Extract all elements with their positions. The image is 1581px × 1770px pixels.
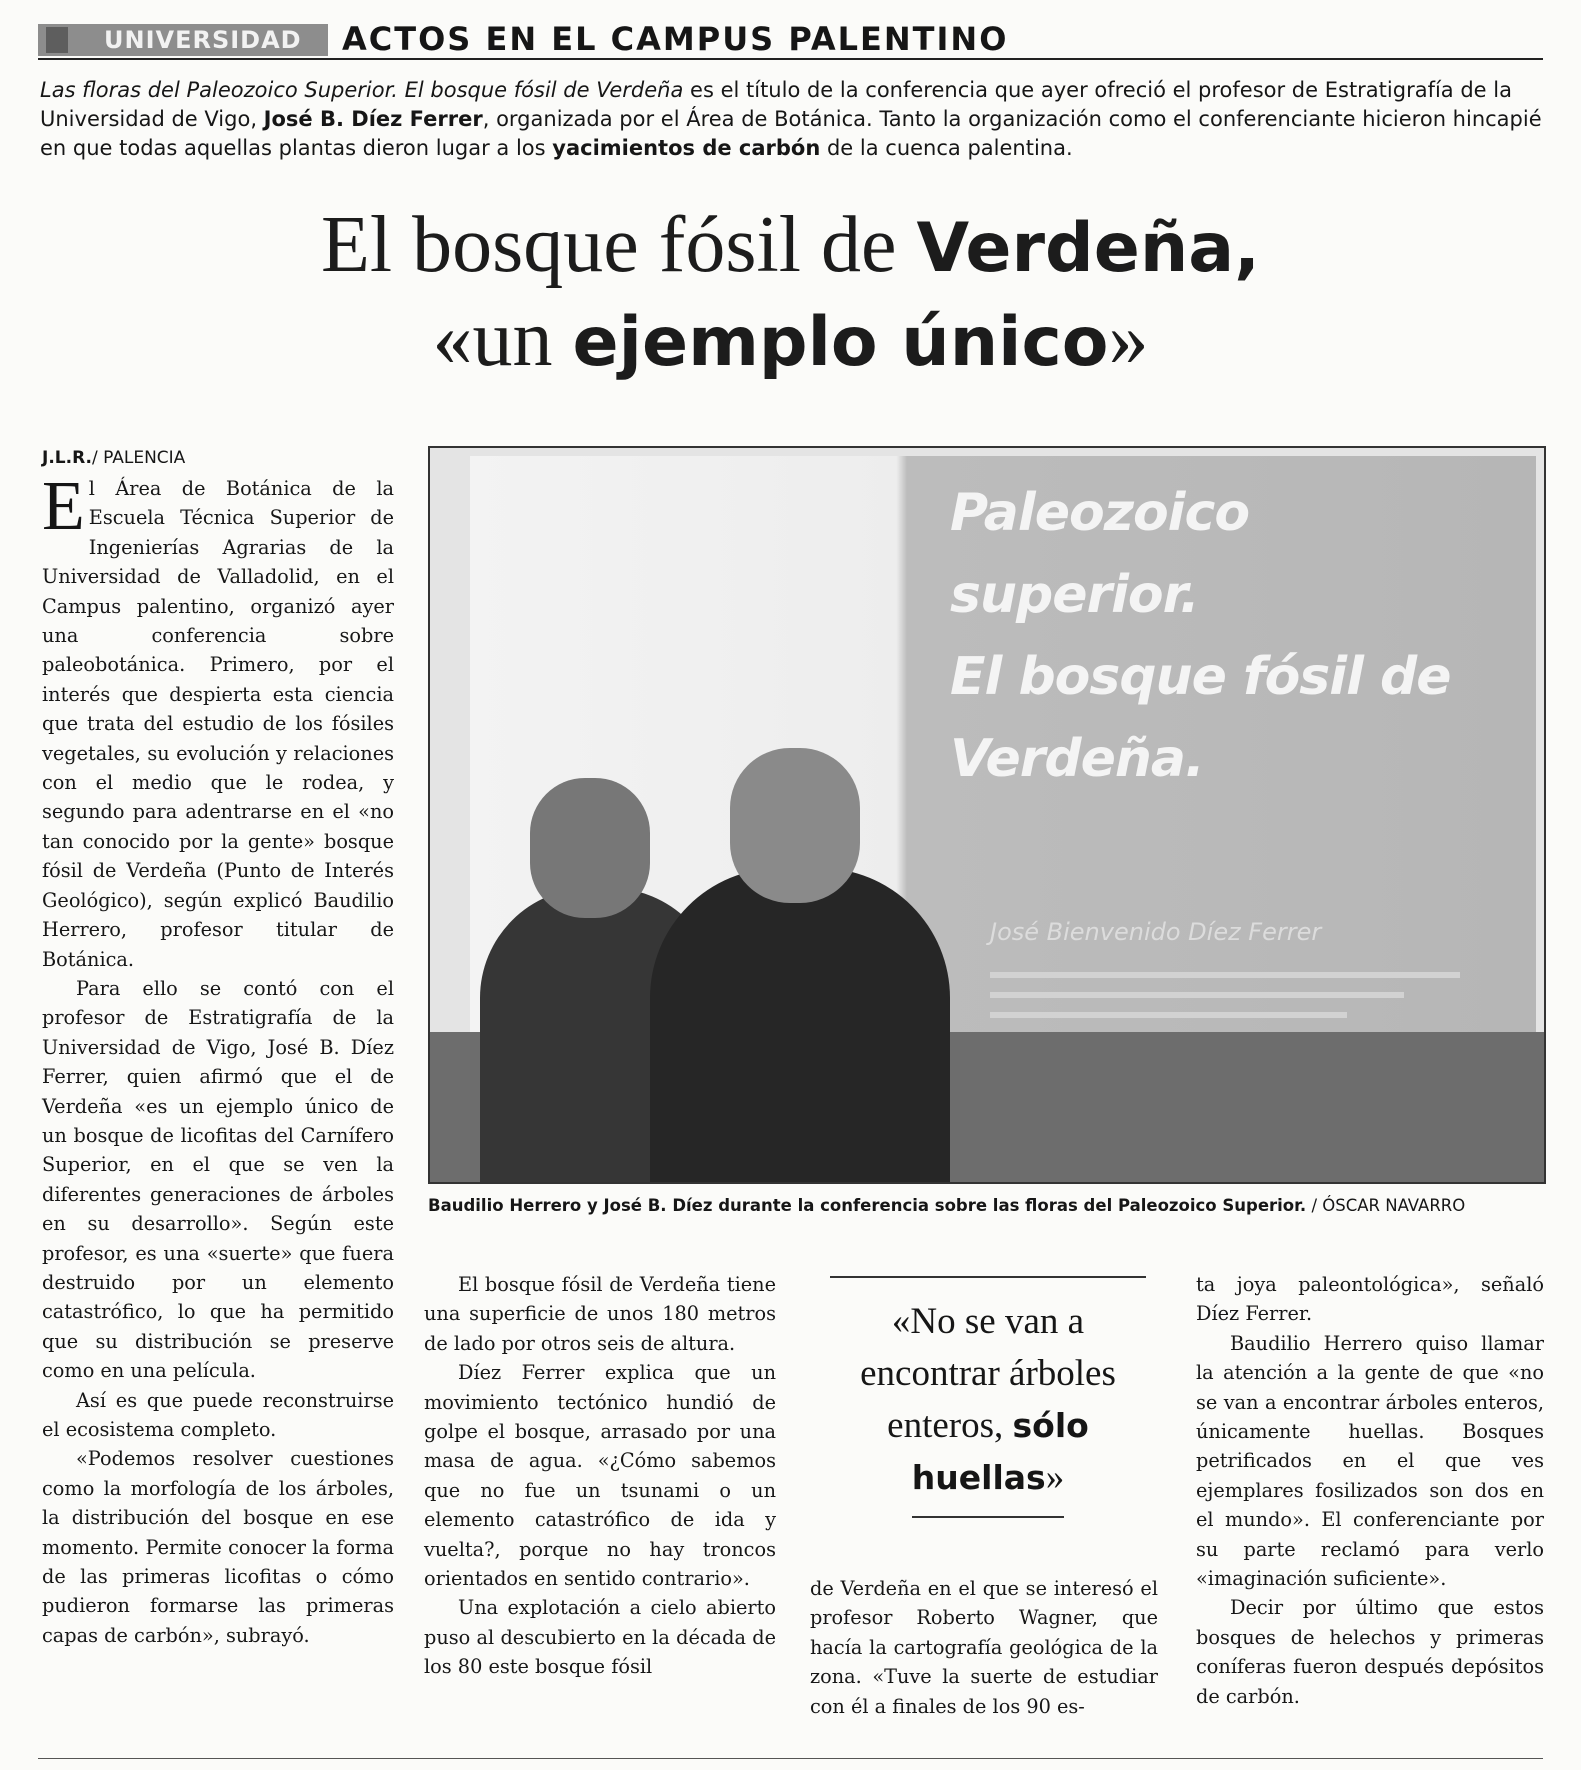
col2-paragraph-3: Una explotación a cielo abierto puso al descubierto en la década de los 80 este bosque fósil [424,1596,776,1679]
headline-l1-bold: Verdeña, [916,209,1260,288]
lede-bold-2: yacimientos de carbón [552,136,821,160]
slide-text-line [990,1012,1347,1018]
lede [40,76,1545,163]
lede-italic-title: Las floras del Paleozoico Superior. El bosque fósil de Verdeña [40,78,684,102]
slide-text-line [990,972,1460,978]
section-marker-icon [46,27,68,53]
pullquote [818,1296,1158,1504]
slide-line-2: superior. [950,565,1199,625]
byline-place: / PALENCIA [91,448,186,468]
slide-affiliation-lines [990,958,1460,1032]
pullquote-top-rule [830,1276,1146,1278]
col1-paragraph-1 [42,468,394,974]
headline-line-1 [0,200,1581,294]
col2-paragraph-2: Díez Ferrer explica que un movimiento tectónico hundió de golpe el bosque, arrasado por una masa de agua. «¿Cómo sabemos que no fue un tsunami o un elemento catastrófico de ida y vuelta?, porque no hay troncos orientados en sentido contrario». [424,1361,776,1591]
section-tab [38,24,328,56]
col4-paragraph-1: ta joya paleontológica», señaló Díez Ferrer. [1196,1273,1544,1326]
lede-text-1: es el título de la conferencia que ayer ofreció el profesor de Estratigrafía de la Universidad de Vigo, [40,78,1512,131]
col1-paragraph-2: Para ello se contó con el profesor de Estratigrafía de la Universidad de Vigo, José B. Díez Ferrer, quien afirmó que el de Verdeña «es un ejemplo único de un bosque de licofitas del Carnífero Superior, en el que se ven la diferentes generaciones de árboles en su desarrollo». Según este profesor, es una «suerte» que fuera destruido por un elemento catastrófico, lo que ha permitido que su distribución se preserve como en una película. [42,976,394,1383]
slide-line-4: Verdeña. [950,729,1204,789]
byline-author: J.L.R. [42,448,92,468]
col4-paragraph-2: Baudilio Herrero quiso llamar la atención a la gente de que «no se van a encontrar árboles enteros, únicamente huellas. Bosques petrificados en el que ves ejemplares fosilizados son dos en el mundo». El conferenciante por su parte reclamó para verlo «imaginación suficiente». [1196,1331,1544,1591]
person-left-head [530,778,650,918]
byline [42,448,185,468]
person-right-silhouette [650,868,950,1184]
col4-paragraph-3: Decir por último que estos bosques de helechos y primeras coníferas fueron después depósitos de carbón. [1196,1596,1544,1708]
article-column-2 [424,1270,776,1682]
slide-title [950,472,1510,800]
headline-l2-light: «un [432,295,573,383]
headline-l2-bold: ejemplo único [572,303,1109,382]
col2-paragraph-1: El bosque fósil de Verdeña tiene una superficie de unos 180 metros de lado por otros seis de altura. [424,1273,776,1355]
lede-text-3: de la cuenca palentina. [820,136,1073,160]
lede-bold-1: José B. Díez Ferrer [263,107,483,131]
pullquote-end: » [1045,1457,1065,1498]
pullquote-light: «No se van a encontrar árboles enteros, [860,1301,1116,1446]
section-label: UNIVERSIDAD [104,26,302,54]
headline-l2-end: » [1108,295,1149,383]
section-title: ACTOS EN EL CAMPUS PALENTINO [342,20,1009,58]
caption-text: Baudilio Herrero y José B. Díez durante la conferencia sobre las floras del Paleozoico Superior. [428,1196,1307,1215]
slide-line-1: Paleozoico [950,483,1250,543]
photo-caption [428,1196,1465,1215]
caption-credit: / ÓSCAR NAVARRO [1306,1196,1466,1215]
article-column-3 [810,1574,1158,1721]
slide-line-3: El bosque fósil de [950,647,1451,707]
slide-text-line [990,992,1404,998]
lede-text-2: , organizada por el Área de Botánica. Tanto la organización como el conferenciante hicieron hincapié en que todas aquellas plantas dieron lugar a los [40,107,1542,160]
col1-paragraph-3: Así es que puede reconstruirse el ecosistema completo. [42,1388,394,1441]
page-bottom-rule [38,1758,1543,1759]
section-header [38,18,1543,60]
headline [0,200,1581,388]
pullquote-bold: sólo huellas [911,1406,1089,1497]
conference-photo [428,446,1546,1184]
article-column-1 [42,468,394,1650]
col3-paragraph-1: de Verdeña en el que se interesó el profesor Roberto Wagner, que hacía la cartografía geológica de la zona. «Tuve la suerte de estudiar con él a finales de los 90 es- [810,1577,1158,1718]
headline-l1-light: El bosque fósil de [321,201,917,289]
drop-cap: E [42,468,85,545]
pullquote-bottom-rule [912,1516,1064,1518]
headline-line-2 [0,294,1581,388]
col1-paragraph-4: «Podemos resolver cuestiones como la morfología de los árboles, la distribución del bosque en ese momento. Permite conocer la forma de las primeras licofitas o cómo pudieron formarse las primeras capas de carbón», subrayó. [42,1447,394,1647]
col1-p1-text: l Área de Botánica de la Escuela Técnica Superior de Ingenierías Agrarias de la Universidad de Valladolid, en el Campus palentino, organizó ayer una conferencia sobre paleobotánica. Primero, por el interés que despierta esta ciencia que trata del estudio de los fósiles vegetales, su evolución y relaciones con el medio que le rodea, y segundo para adentrarse en el «no tan conocido por la gente» bosque fósil de Verdeña (Punto de Interés Geológico), según explicó Baudilio Herrero, profesor titular de Botánica. [42,477,394,971]
article-column-4 [1196,1270,1544,1711]
slide-author: José Bienvenido Díez Ferrer [990,918,1322,946]
person-right-head [730,748,860,903]
